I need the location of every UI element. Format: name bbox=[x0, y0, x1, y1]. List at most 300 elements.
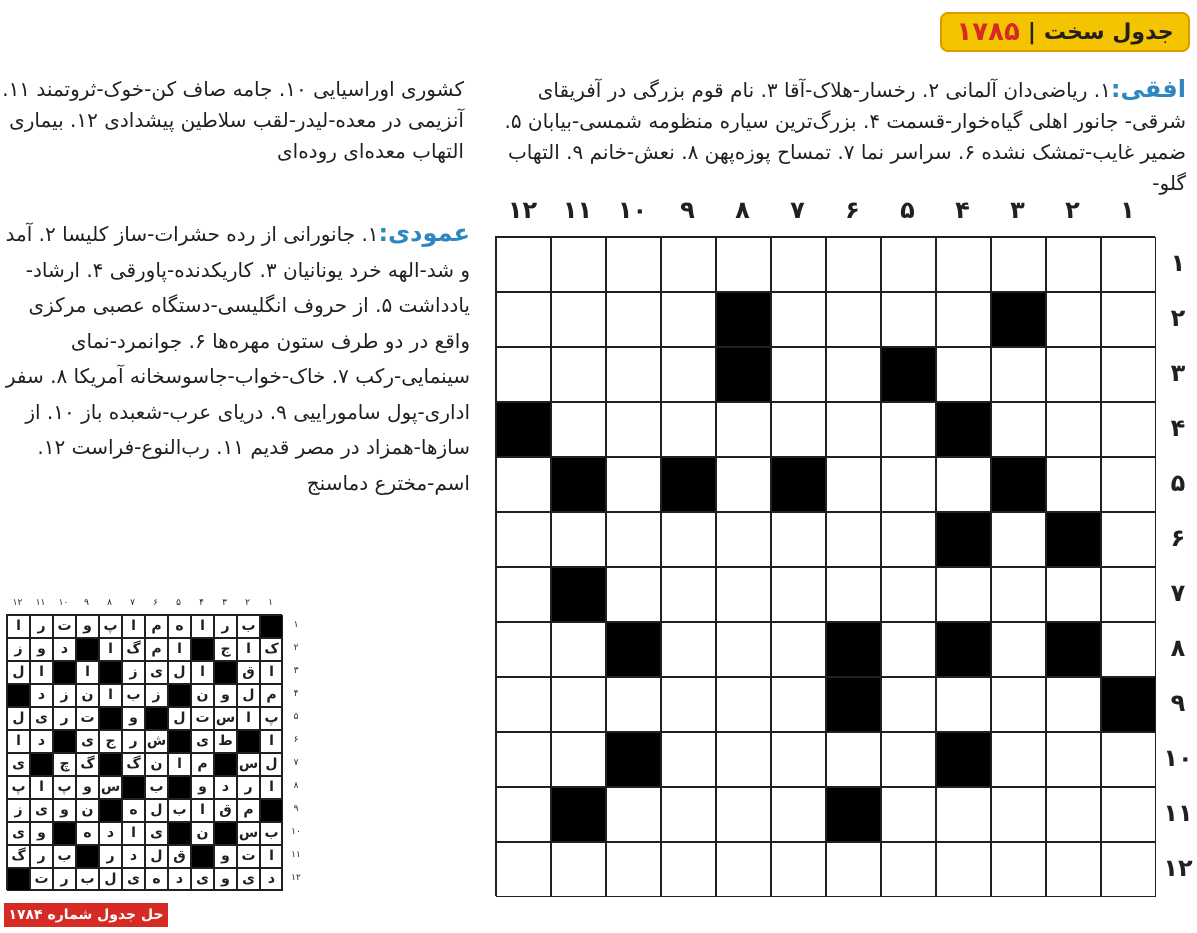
column-number: ۵ bbox=[900, 196, 915, 224]
solution-letter: ن bbox=[76, 799, 99, 822]
grid-cell[interactable] bbox=[1046, 292, 1101, 347]
grid-cell[interactable] bbox=[496, 567, 551, 622]
grid-cell[interactable] bbox=[826, 842, 881, 897]
solution-letter: ی bbox=[30, 707, 53, 730]
grid-cell[interactable] bbox=[771, 292, 826, 347]
grid-cell[interactable] bbox=[1046, 787, 1101, 842]
grid-cell[interactable] bbox=[881, 842, 936, 897]
grid-cell[interactable] bbox=[991, 732, 1046, 787]
solution-black-cell bbox=[76, 638, 99, 661]
column-number: ۹ bbox=[680, 196, 695, 224]
solution-label: حل جدول شماره ۱۷۸۴ bbox=[4, 903, 168, 927]
grid-cell[interactable] bbox=[551, 677, 606, 732]
solution-letter: چ bbox=[53, 753, 76, 776]
grid-cell[interactable] bbox=[661, 402, 716, 457]
grid-cell[interactable] bbox=[661, 347, 716, 402]
puzzle-number: ۱۷۸۵ bbox=[956, 17, 1020, 47]
puzzle-title-box bbox=[940, 12, 1190, 52]
grid-cell[interactable] bbox=[661, 512, 716, 567]
solution-letter: ا bbox=[99, 638, 122, 661]
solution-letter: و bbox=[76, 615, 99, 638]
solution-letter: ه bbox=[168, 615, 191, 638]
solution-letter: ا bbox=[99, 684, 122, 707]
grid-cell[interactable] bbox=[1101, 402, 1156, 457]
grid-cell[interactable] bbox=[1101, 512, 1156, 567]
solution-letter: ز bbox=[7, 799, 30, 822]
row-number: ۲ bbox=[1170, 304, 1186, 332]
grid-cell[interactable] bbox=[606, 567, 661, 622]
grid-cell[interactable] bbox=[1101, 732, 1156, 787]
solution-letter: ا bbox=[122, 822, 145, 845]
grid-cell[interactable] bbox=[551, 732, 606, 787]
grid-cell[interactable] bbox=[496, 732, 551, 787]
black-cell bbox=[1046, 512, 1101, 567]
solution-letter: ل bbox=[168, 707, 191, 730]
solution-letter: ب bbox=[168, 799, 191, 822]
column-number: ۱۱ bbox=[562, 196, 593, 224]
black-cell bbox=[551, 787, 606, 842]
grid-cell[interactable] bbox=[771, 842, 826, 897]
grid-cell[interactable] bbox=[1101, 842, 1156, 897]
solution-letter: ق bbox=[237, 661, 260, 684]
solution-row-number: ۳ bbox=[293, 666, 299, 676]
grid-cell[interactable] bbox=[991, 677, 1046, 732]
solution-letter: و bbox=[214, 845, 237, 868]
row-numbers bbox=[1160, 236, 1197, 896]
grid-cell[interactable] bbox=[771, 787, 826, 842]
grid-cell[interactable] bbox=[1101, 457, 1156, 512]
solution-letter: گ bbox=[7, 845, 30, 868]
solution-letter: د bbox=[30, 684, 53, 707]
solution-black-cell bbox=[99, 753, 122, 776]
black-cell bbox=[991, 457, 1046, 512]
grid-cell[interactable] bbox=[826, 292, 881, 347]
grid-cell[interactable] bbox=[1046, 732, 1101, 787]
grid-cell[interactable] bbox=[551, 347, 606, 402]
grid-cell[interactable] bbox=[881, 237, 936, 292]
grid-cell[interactable] bbox=[606, 842, 661, 897]
solution-row-number: ۷ bbox=[293, 758, 299, 768]
grid-cell[interactable] bbox=[826, 457, 881, 512]
grid-cell[interactable] bbox=[881, 402, 936, 457]
solution-letter: ج bbox=[99, 730, 122, 753]
black-cell bbox=[661, 457, 716, 512]
grid-cell[interactable] bbox=[661, 237, 716, 292]
solution-letter: ی bbox=[191, 730, 214, 753]
solution-black-cell bbox=[53, 661, 76, 684]
row-number: ۱۱ bbox=[1163, 799, 1193, 827]
grid-cell[interactable] bbox=[606, 677, 661, 732]
row-number: ۷ bbox=[1170, 579, 1186, 607]
black-cell bbox=[826, 622, 881, 677]
grid-cell[interactable] bbox=[1101, 787, 1156, 842]
solution-letter: ا bbox=[260, 730, 283, 753]
solution-row-number: ۱ bbox=[293, 620, 299, 630]
grid-cell[interactable] bbox=[716, 237, 771, 292]
column-number: ۱۲ bbox=[507, 196, 538, 224]
solution-row-number: ۹ bbox=[293, 804, 299, 814]
solution-row-numbers bbox=[288, 614, 308, 890]
grid-cell[interactable] bbox=[936, 457, 991, 512]
grid-cell[interactable] bbox=[1046, 677, 1101, 732]
solution-letter: ه bbox=[76, 822, 99, 845]
grid-cell[interactable] bbox=[716, 457, 771, 512]
grid-cell[interactable] bbox=[826, 732, 881, 787]
solution-letter: ی bbox=[7, 753, 30, 776]
solution-letter: ا bbox=[168, 638, 191, 661]
column-number: ۳ bbox=[1010, 196, 1025, 224]
grid-cell[interactable] bbox=[1101, 347, 1156, 402]
solution-row-number: ۱۰ bbox=[291, 827, 301, 837]
grid-cell[interactable] bbox=[1101, 567, 1156, 622]
grid-cell[interactable] bbox=[661, 292, 716, 347]
grid-cell[interactable] bbox=[551, 842, 606, 897]
solution-row-number: ۸ bbox=[293, 781, 299, 791]
grid-cell[interactable] bbox=[716, 402, 771, 457]
grid-cell[interactable] bbox=[771, 347, 826, 402]
solution-letter: ل bbox=[237, 684, 260, 707]
solution-letter: ی bbox=[7, 822, 30, 845]
solution-letter: ر bbox=[214, 615, 237, 638]
grid-cell[interactable] bbox=[1046, 842, 1101, 897]
down-clues bbox=[0, 216, 470, 501]
solution-letter: و bbox=[76, 776, 99, 799]
row-number: ۱۰ bbox=[1163, 744, 1193, 772]
solution-column-number: ۱۱ bbox=[35, 598, 46, 608]
solution-letter: ر bbox=[122, 730, 145, 753]
solution-letter: ه bbox=[122, 799, 145, 822]
solution-letter: م bbox=[260, 684, 283, 707]
solution-black-cell bbox=[99, 661, 122, 684]
solution-black-cell bbox=[168, 822, 191, 845]
solution-column-number: ۱۰ bbox=[58, 598, 69, 608]
solution-letter: د bbox=[99, 822, 122, 845]
solution-letter: ل bbox=[99, 868, 122, 891]
grid-cell[interactable] bbox=[496, 842, 551, 897]
column-number: ۸ bbox=[735, 196, 750, 224]
grid-cell[interactable] bbox=[991, 237, 1046, 292]
grid-cell[interactable] bbox=[606, 292, 661, 347]
grid-cell[interactable] bbox=[551, 292, 606, 347]
solution-grid bbox=[6, 614, 282, 890]
solution-letter: ر bbox=[53, 707, 76, 730]
solution-letter: ج bbox=[214, 638, 237, 661]
grid-cell[interactable] bbox=[606, 402, 661, 457]
solution-letter: ب bbox=[53, 845, 76, 868]
across-clues-continued: کشوری اوراسیایی ۱۰. جامه صاف کن-خوک-ثروتمند ۱۱. آنزیمی در معده-لیدر-لقب سلاطین پیشدادی ۱۲. بیماری التهاب معده‌ای روده‌ای bbox=[2, 77, 464, 163]
grid-cell[interactable] bbox=[936, 677, 991, 732]
solution-letter: ز bbox=[53, 684, 76, 707]
solution-letter: و bbox=[214, 684, 237, 707]
solution-letter: س bbox=[99, 776, 122, 799]
solution-black-cell bbox=[237, 730, 260, 753]
grid-cell[interactable] bbox=[716, 842, 771, 897]
solution-letter: ت bbox=[237, 845, 260, 868]
grid-cell[interactable] bbox=[551, 512, 606, 567]
solution-letter: ت bbox=[191, 707, 214, 730]
grid-cell[interactable] bbox=[661, 622, 716, 677]
solution-letter: ا bbox=[191, 661, 214, 684]
solution-black-cell bbox=[30, 753, 53, 776]
solution-letter: ا bbox=[237, 707, 260, 730]
black-cell bbox=[551, 457, 606, 512]
grid-cell[interactable] bbox=[771, 732, 826, 787]
black-cell bbox=[826, 787, 881, 842]
solution-letter: ب bbox=[237, 615, 260, 638]
solution-letter: ن bbox=[76, 684, 99, 707]
grid-cell[interactable] bbox=[496, 347, 551, 402]
solution-letter: ش bbox=[145, 730, 168, 753]
solution-letter: پ bbox=[99, 615, 122, 638]
solution-letter: ا bbox=[260, 776, 283, 799]
solution-letter: گ bbox=[122, 753, 145, 776]
solution-letter: ا bbox=[76, 661, 99, 684]
solution-letter: د bbox=[122, 845, 145, 868]
grid-cell[interactable] bbox=[496, 787, 551, 842]
solution-letter: گ bbox=[76, 753, 99, 776]
grid-cell[interactable] bbox=[826, 567, 881, 622]
solution-row-number: ۵ bbox=[293, 712, 299, 722]
solution-black-cell bbox=[53, 822, 76, 845]
solution-column-number: ۷ bbox=[130, 598, 135, 608]
solution-row-number: ۲ bbox=[293, 643, 299, 653]
solution-letter: د bbox=[53, 638, 76, 661]
solution-black-cell bbox=[214, 661, 237, 684]
grid-cell[interactable] bbox=[1101, 622, 1156, 677]
solution-black-cell bbox=[260, 799, 283, 822]
grid-cell[interactable] bbox=[826, 512, 881, 567]
row-number: ۴ bbox=[1170, 414, 1186, 442]
solution-letter: س bbox=[214, 707, 237, 730]
solution-letter: ا bbox=[168, 753, 191, 776]
solution-column-number: ۳ bbox=[222, 598, 227, 608]
solution-letter: ی bbox=[122, 868, 145, 891]
grid-cell[interactable] bbox=[606, 457, 661, 512]
solution-letter: ا bbox=[237, 638, 260, 661]
solution-letter: ک bbox=[260, 638, 283, 661]
solution-letter: ب bbox=[145, 776, 168, 799]
column-number: ۶ bbox=[845, 196, 860, 224]
grid-cell[interactable] bbox=[606, 237, 661, 292]
solution-letter: و bbox=[191, 776, 214, 799]
solution-letter: ب bbox=[260, 822, 283, 845]
grid-cell[interactable] bbox=[771, 622, 826, 677]
grid-cell[interactable] bbox=[991, 512, 1046, 567]
down-clues-text: ۱. جانورانی از رده حشرات-ساز کلیسا ۲. آمد و شد-الهه خرد یونانیان ۳. کاریکدنده-پاورقی ۴. ارشاد-یادداشت ۵. از حروف انگلیسی-دستگاه عصبی مرکزی واقع در دو طرف ستون مهره‌ها ۶. جوانمرد-نمای سینمایی-رکب ۷. خاک-خواب-جاسوسخانه آمریکا ۸. سفر اداری-پول ساموراییی ۹. دریای عرب-شعبده باز ۱۰. از سازها-همزاد در مصر قدیم ۱۱. رب‌النوع-فراست ۱۲. اسم-مخترع دماسنج bbox=[5, 222, 470, 495]
solution-column-number: ۶ bbox=[153, 598, 158, 608]
grid-cell[interactable] bbox=[771, 512, 826, 567]
black-cell bbox=[936, 512, 991, 567]
grid-cell[interactable] bbox=[496, 512, 551, 567]
solution-letter: ق bbox=[168, 845, 191, 868]
grid-cell[interactable] bbox=[1046, 567, 1101, 622]
grid-cell[interactable] bbox=[881, 677, 936, 732]
black-cell bbox=[496, 402, 551, 457]
grid-cell[interactable] bbox=[496, 677, 551, 732]
black-cell bbox=[716, 292, 771, 347]
solution-black-cell bbox=[53, 730, 76, 753]
solution-letter: ا bbox=[7, 615, 30, 638]
solution-letter: ق bbox=[214, 799, 237, 822]
solution-letter: ا bbox=[191, 799, 214, 822]
grid-cell[interactable] bbox=[991, 622, 1046, 677]
grid-cell[interactable] bbox=[606, 512, 661, 567]
grid-cell[interactable] bbox=[1046, 457, 1101, 512]
grid-cell[interactable] bbox=[881, 512, 936, 567]
grid-cell[interactable] bbox=[496, 292, 551, 347]
grid-cell[interactable] bbox=[991, 567, 1046, 622]
solution-letter: ن bbox=[145, 753, 168, 776]
grid-cell[interactable] bbox=[771, 677, 826, 732]
solution-black-cell bbox=[7, 868, 30, 891]
grid-cell[interactable] bbox=[661, 567, 716, 622]
grid-cell[interactable] bbox=[716, 567, 771, 622]
grid-cell[interactable] bbox=[936, 292, 991, 347]
grid-cell[interactable] bbox=[661, 677, 716, 732]
column-number: ۷ bbox=[790, 196, 805, 224]
solution-letter: ل bbox=[260, 753, 283, 776]
grid-cell[interactable] bbox=[716, 732, 771, 787]
grid-cell[interactable] bbox=[1101, 237, 1156, 292]
grid-cell[interactable] bbox=[771, 567, 826, 622]
grid-cell[interactable] bbox=[991, 842, 1046, 897]
black-cell bbox=[771, 457, 826, 512]
black-cell bbox=[991, 292, 1046, 347]
solution-letter: و bbox=[30, 822, 53, 845]
across-clues-part1: ۱. ریاضی‌دان آلمانی ۲. رخسار-هلاک-آقا ۳. نام قوم بزرگی در آفریقای شرقی- جانور اهلی گیاه‌خوار-قسمت ۴. بزرگ‌ترین سیاره منظومه شمسی-بیابان ۵. ضمیر غایب-تمشک نشده ۶. سراسر نما ۷. تمساح پوزه‌پهن ۸. نعش-خانم ۹. التهاب گلو- bbox=[504, 78, 1186, 195]
solution-letter: ی bbox=[191, 868, 214, 891]
grid-cell[interactable] bbox=[936, 237, 991, 292]
solution-black-cell bbox=[168, 776, 191, 799]
grid-cell[interactable] bbox=[496, 457, 551, 512]
solution-letter: ز bbox=[122, 661, 145, 684]
solution-letter: م bbox=[145, 615, 168, 638]
grid-cell[interactable] bbox=[881, 787, 936, 842]
solution-row-number: ۶ bbox=[293, 735, 299, 745]
crossword-grid bbox=[495, 236, 1155, 896]
solution-letter: ا bbox=[30, 776, 53, 799]
column-number: ۴ bbox=[955, 196, 970, 224]
solution-letter: ل bbox=[145, 845, 168, 868]
grid-cell[interactable] bbox=[1101, 292, 1156, 347]
grid-cell[interactable] bbox=[1046, 237, 1101, 292]
grid-cell[interactable] bbox=[661, 732, 716, 787]
black-cell bbox=[606, 622, 661, 677]
grid-cell[interactable] bbox=[771, 402, 826, 457]
puzzle-title: جدول سخت bbox=[1043, 19, 1174, 45]
grid-cell[interactable] bbox=[881, 567, 936, 622]
grid-cell[interactable] bbox=[1046, 347, 1101, 402]
solution-letter: ط bbox=[214, 730, 237, 753]
row-number: ۸ bbox=[1170, 634, 1186, 662]
solution-letter: ل bbox=[145, 799, 168, 822]
solution-letter: و bbox=[30, 638, 53, 661]
solution-black-cell bbox=[99, 707, 122, 730]
solution-black-cell bbox=[7, 684, 30, 707]
down-heading: عمودی: bbox=[378, 219, 470, 247]
grid-cell[interactable] bbox=[661, 787, 716, 842]
grid-cell[interactable] bbox=[826, 402, 881, 457]
grid-cell[interactable] bbox=[881, 292, 936, 347]
grid-cell[interactable] bbox=[991, 347, 1046, 402]
solution-letter: ت bbox=[76, 707, 99, 730]
grid-cell[interactable] bbox=[496, 237, 551, 292]
black-cell bbox=[551, 567, 606, 622]
solution-letter: و bbox=[53, 799, 76, 822]
solution-black-cell bbox=[122, 776, 145, 799]
black-cell bbox=[826, 677, 881, 732]
solution-letter: د bbox=[260, 868, 283, 891]
solution-letter: ر bbox=[99, 845, 122, 868]
grid-cell[interactable] bbox=[881, 732, 936, 787]
solution-letter: ن bbox=[191, 822, 214, 845]
solution-letter: م bbox=[237, 799, 260, 822]
solution-black-cell bbox=[145, 707, 168, 730]
black-cell bbox=[936, 402, 991, 457]
solution-column-number: ۱ bbox=[268, 598, 273, 608]
solution-letter: س bbox=[237, 753, 260, 776]
solution-black-cell bbox=[214, 822, 237, 845]
column-number: ۱۰ bbox=[617, 196, 648, 224]
grid-cell[interactable] bbox=[606, 347, 661, 402]
column-numbers bbox=[495, 196, 1155, 224]
grid-cell[interactable] bbox=[496, 622, 551, 677]
grid-cell[interactable] bbox=[551, 402, 606, 457]
grid-cell[interactable] bbox=[606, 787, 661, 842]
solution-letter: ل bbox=[7, 661, 30, 684]
solution-black-cell bbox=[168, 684, 191, 707]
grid-cell[interactable] bbox=[936, 787, 991, 842]
solution-letter: ر bbox=[30, 845, 53, 868]
solution-black-cell bbox=[76, 845, 99, 868]
grid-cell[interactable] bbox=[771, 237, 826, 292]
black-cell bbox=[606, 732, 661, 787]
solution-letter: پ bbox=[260, 707, 283, 730]
black-cell bbox=[936, 622, 991, 677]
solution-letter: ز bbox=[7, 638, 30, 661]
grid-cell[interactable] bbox=[826, 237, 881, 292]
solution-letter: ا bbox=[7, 730, 30, 753]
solution-letter: ت bbox=[30, 868, 53, 891]
grid-cell[interactable] bbox=[661, 842, 716, 897]
grid-cell[interactable] bbox=[716, 787, 771, 842]
row-number: ۳ bbox=[1170, 359, 1186, 387]
grid-cell[interactable] bbox=[936, 842, 991, 897]
row-number: ۵ bbox=[1170, 469, 1186, 497]
grid-cell[interactable] bbox=[716, 677, 771, 732]
grid-cell[interactable] bbox=[881, 622, 936, 677]
solution-column-number: ۱۲ bbox=[12, 598, 23, 608]
solution-letter: ی bbox=[76, 730, 99, 753]
grid-cell[interactable] bbox=[991, 787, 1046, 842]
solution-column-number: ۵ bbox=[176, 598, 181, 608]
grid-cell[interactable] bbox=[881, 457, 936, 512]
grid-cell[interactable] bbox=[826, 347, 881, 402]
solution-letter: ا bbox=[260, 845, 283, 868]
grid-cell[interactable] bbox=[551, 622, 606, 677]
black-cell bbox=[936, 732, 991, 787]
grid-cell[interactable] bbox=[1046, 402, 1101, 457]
solution-letter: ب bbox=[122, 684, 145, 707]
across-heading: افقی: bbox=[1110, 75, 1186, 103]
grid-cell[interactable] bbox=[936, 567, 991, 622]
solution-letter: ا bbox=[122, 615, 145, 638]
grid-cell[interactable] bbox=[936, 347, 991, 402]
grid-cell[interactable] bbox=[716, 622, 771, 677]
grid-cell[interactable] bbox=[551, 237, 606, 292]
grid-cell[interactable] bbox=[716, 512, 771, 567]
grid-cell[interactable] bbox=[991, 402, 1046, 457]
